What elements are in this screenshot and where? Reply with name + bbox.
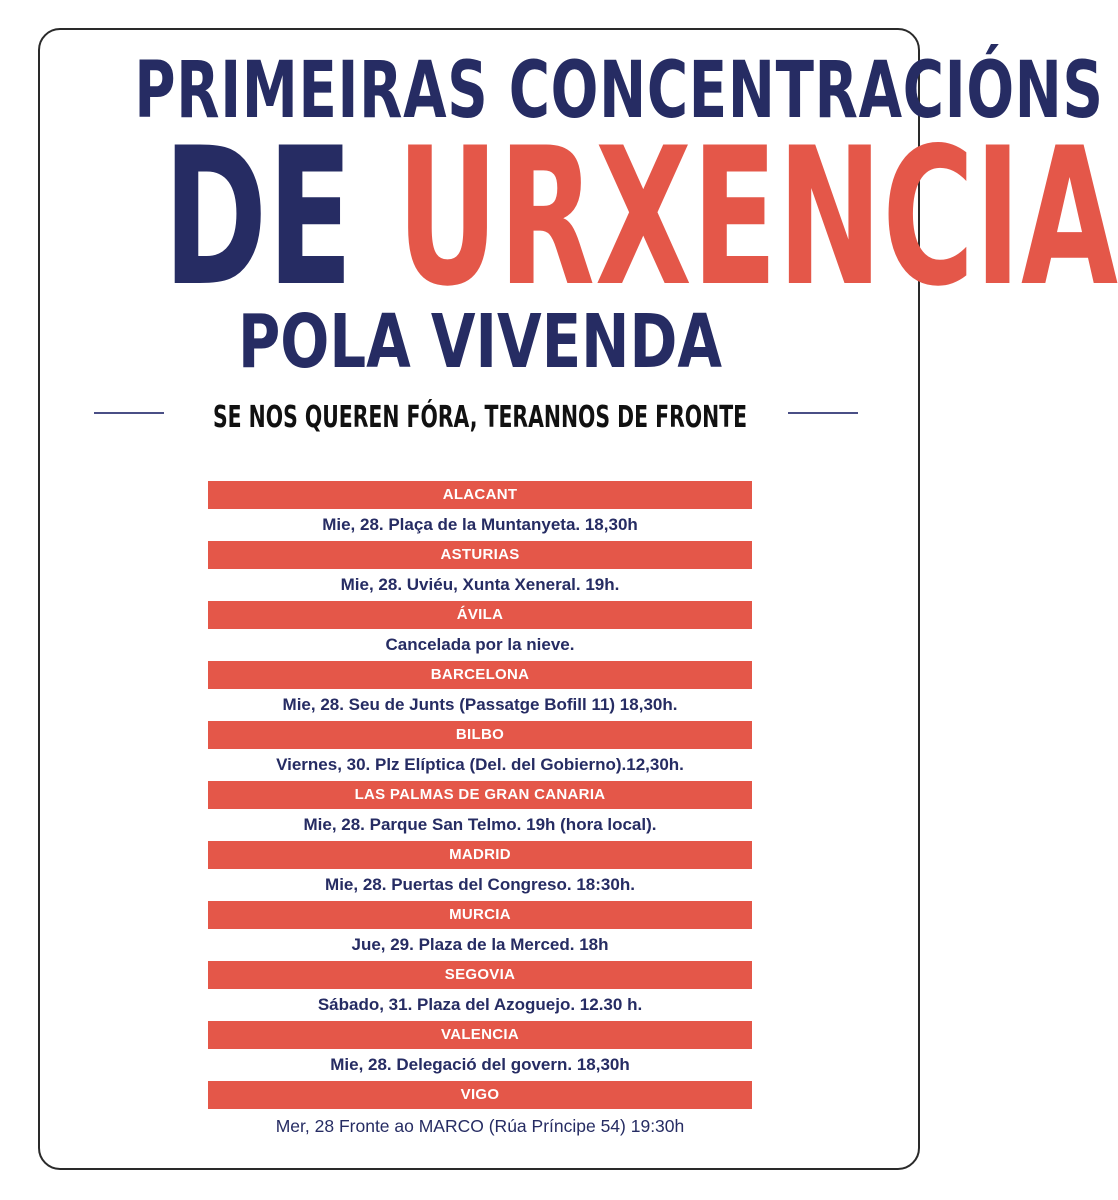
event-details: Viernes, 30. Plz Elíptica (Del. del Gobierno).12,30h. <box>276 755 684 774</box>
city-header: MADRID <box>208 841 752 869</box>
city-header: ASTURIAS <box>208 541 752 569</box>
title-line-1: PRIMEIRAS CONCENTRACIÓNS <box>134 46 1104 136</box>
event-details: Mie, 28. Seu de Junts (Passatge Bofill 11) 18,30h. <box>282 695 678 714</box>
city-header: SEGOVIA <box>208 961 752 989</box>
events-list <box>208 481 752 1141</box>
city-header: BILBO <box>208 721 752 749</box>
city-header: VIGO <box>208 1081 752 1109</box>
city-header: BARCELONA <box>208 661 752 689</box>
event-details: Mie, 28. Puertas del Congreso. 18:30h. <box>325 875 635 894</box>
city-header: ÁVILA <box>208 601 752 629</box>
event-details: Mer, 28 Fronte ao MARCO (Rúa Príncipe 54) 19:30h <box>275 1116 685 1136</box>
event-details: Cancelada por la nieve. <box>385 635 575 654</box>
city-header: ALACANT <box>208 481 752 509</box>
city-header: VALENCIA <box>208 1021 752 1049</box>
title-urxencia: URXENCIA <box>396 107 1118 328</box>
event-details: Mie, 28. Delegació del govern. 18,30h <box>330 1055 630 1074</box>
event-details: Mie, 28. Uviéu, Xunta Xeneral. 19h. <box>340 575 620 594</box>
event-details: Jue, 29. Plaza de la Merced. 18h <box>351 935 609 954</box>
title-line-2 <box>163 107 1118 328</box>
city-header: LAS PALMAS DE GRAN CANARIA <box>208 781 752 809</box>
title-de: DE <box>163 107 353 328</box>
city-header: MURCIA <box>208 901 752 929</box>
title-line-3: POLA VIVENDA <box>237 299 723 385</box>
event-details: Sábado, 31. Plaza del Azoguejo. 12.30 h. <box>317 995 643 1014</box>
event-details: Mie, 28. Plaça de la Muntanyeta. 18,30h <box>322 515 638 534</box>
event-details: Mie, 28. Parque San Telmo. 19h (hora local). <box>303 815 657 834</box>
tagline: SE NOS QUEREN FÓRA, TERANNOS DE FRONTE <box>212 400 748 435</box>
